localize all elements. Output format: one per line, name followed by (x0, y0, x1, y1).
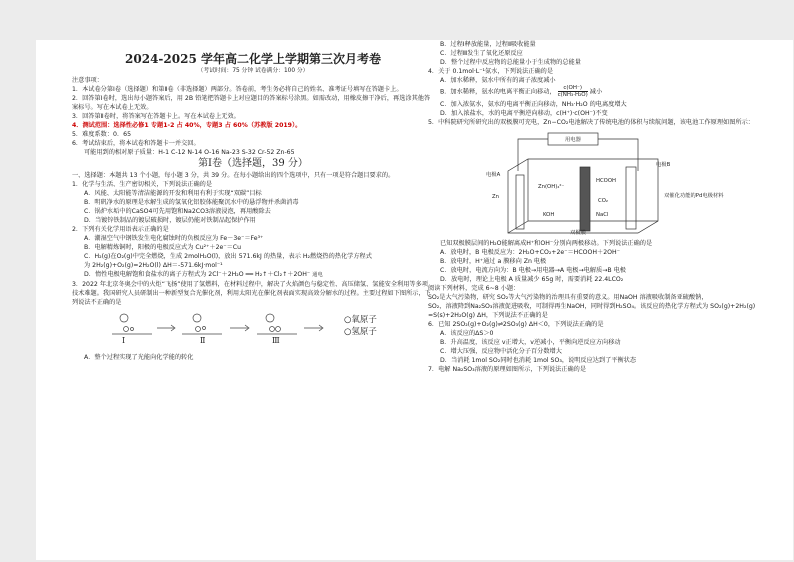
question-1-option-d: D．当镀锌铁制品的镀层破损时，镀层仍能对铁制品起保护作用 (84, 217, 256, 224)
question-5-stem: 5．中科院研究所研究出的双极膜可充电，Zn−CO₂电池解决了传统电池的体积与续航问题，该电池工作原理如图所示： (428, 118, 754, 126)
question-5-option-b: B．放电时，H⁺通过 a 膜移向 Zn 电极 (440, 257, 547, 265)
exam-subtitle: （考试时间：75 分钟 试卷满分：100 分） (197, 68, 309, 74)
zn-co2-cell-diagram (488, 131, 688, 237)
sun-icon-2 (193, 314, 201, 322)
water-splitting-figure (112, 310, 432, 350)
section-intro: 一、选择题：本题共 13 个小题，每小题 3 分，共 39 分。在每小题给出的四个选项中，只有一项是符合题目要求的。 (72, 172, 395, 179)
question-1-option-a: A．风能、太阳能等清洁能源的开发和利用有利于实现“双碳”目标 (84, 190, 262, 197)
hcooh-label: HCOOH (596, 177, 617, 184)
step-label-3: Ⅲ (272, 336, 280, 345)
step-label-2: Ⅱ (200, 336, 206, 345)
question-4-option-b-pre: B．加水稀释，氨水的电离平衡正向移动， (440, 88, 556, 96)
question-3-option-a: A．整个过程实现了光能向化学能的转化 (84, 354, 194, 361)
question-3-option-d: D．整个过程中反应物的总能量小于生成物的总能量 (440, 59, 581, 66)
atomic-mass-line: 可能用到的相对原子质量：H-1 C-12 N-14 O-16 Na-23 S-32 Cr-52 Zn-65 (84, 149, 295, 156)
question-2-option-d-text: D．惰性电极电解饱和食盐水的离子方程式为 2Cl⁻＋2H₂O ══ H₂↑＋Cl₂↑＋2OH⁻ (84, 271, 311, 278)
zincate-label: Zn(OH)₄²⁻ (538, 183, 565, 190)
question-2-option-c-equation: 为 2H₂(g)+O₂(g)=2H₂O(l) ΔH＝-571.6kJ·mol⁻¹ (84, 262, 223, 269)
note-1: 1．本试卷分第Ⅰ卷（选择题）和第Ⅱ卷（非选择题）两部分。答卷前，考生务必将自己的姓名、准考证号填写在答题卡上。 (72, 86, 403, 93)
electrode-b-label: 电极B (656, 161, 671, 168)
question-3-option-c: C．过程Ⅲ发生了氧化还原反应 (440, 50, 523, 57)
co2-label: CO₂ (598, 197, 608, 204)
pd-electrode (626, 167, 636, 229)
question-4-option-a: A．加水稀释，氨水中所有的离子浓度减小 (440, 77, 556, 84)
question-2-option-a: A．潮湿空气中钢铁发生电化腐蚀时的负极反应为 Fe－3e⁻＝Fe³⁺ (84, 235, 264, 242)
question-1-option-c: C．锅炉水垢中的CaSO4可先用饱和Na2CO3溶液浸泡，再用酸除去 (84, 208, 271, 215)
fraction-denominator: c(NH₃·H₂O) (557, 92, 588, 98)
legend-hydrogen: ○氢原子 (344, 327, 377, 337)
question-5-option-a: A．放电时，B 电极反应为：2H₂O+CO₂+2e⁻＝HCOOH＋2OH⁻ (440, 248, 620, 256)
atom-legend (344, 314, 377, 338)
note-2: 2．回答第Ⅰ卷时，选出每小题答案后，用 2B 铅笔把答题卡上对应题目的答案标号涂黑。如需改动，用橡皮擦干净后，再选涂其他答案标号。写在本试卷上无效。 (72, 95, 431, 111)
question-4-option-b-post: 减小 (589, 88, 603, 96)
step-label-1: Ⅰ (122, 336, 126, 345)
membrane-label: 双极膜 (570, 229, 586, 236)
note-6: 6．考试结束后，将本试卷和答题卡一并交回。 (72, 140, 200, 147)
battery-figure (486, 131, 724, 237)
electrode-a-label: 电极A (486, 171, 501, 178)
question-1-stem: 1．化学与生活、生产密切相关，下列说法正确的是 (72, 181, 213, 188)
question-4-option-b (428, 85, 788, 100)
question-6-option-b: B．升高温度，该反应 v正增大，v逆减小，平衡向逆反应方向移动 (440, 338, 621, 346)
device-label: 用电器 (565, 136, 581, 143)
question-6-option-c: C．增大压强，反应物中活化分子百分数增大 (440, 347, 562, 355)
question-2-option-d (72, 270, 434, 280)
reading-text-2: SO₂，溶液降到Na₂SO₃溶液促进吸收，可制得再生NaOH，同时得到H₂SO₄。该反应的热化学方程式为 SO₂(g)+2H₂(g) (428, 302, 756, 310)
note-5: 5．难度系数：0．65 (72, 131, 132, 138)
question-5-description: 已知双极膜层间的H₂O能解离成H⁺和OH⁻分别向两极移动。下列说法正确的是 (440, 239, 653, 247)
nacl-label: NaCl (596, 211, 609, 218)
question-6-stem: 6．已知 2SO₂(g)+O₂(g)⇌2SO₃(g) ΔH＜0，下列说法正确的是 (428, 320, 604, 328)
question-1-option-b: B．明矾净水的原理是水解生成的氢氧化铝胶体能聚沉水中的悬浮物并杀菌消毒 (84, 199, 299, 206)
question-4-stem: 4．关于 0.1mol·L⁻¹氨水，下列说法正确的是 (428, 68, 554, 75)
question-7-stem: 7．电解 Na₂SO₃溶液的原理如图所示，下列说法正确的是 (428, 365, 587, 373)
fraction-numerator: c(OH⁻) (558, 85, 588, 92)
reading-text-1: SO₂是大气污染物，研究 SO₂等大气污染物的治理具有重要的意义。用NaOH 溶液吸收制备亚硫酸钠， (428, 293, 708, 301)
section-title: 第Ⅰ卷（选择题，39 分） (198, 158, 308, 169)
left-column (72, 52, 434, 362)
zn-label: Zn (492, 193, 499, 200)
sun-icon (120, 314, 128, 322)
legend-oxygen: ○氧原子 (344, 315, 377, 325)
page-title: 2024-2025 学年高二化学上学期第三次月考卷 (125, 52, 381, 66)
bipolar-membrane (580, 167, 590, 231)
koh-label: KOH (543, 211, 555, 218)
note-3: 3．回答第Ⅱ卷时，将答案写在答题卡上。写在本试卷上无效。 (72, 113, 240, 120)
question-3-stem: 3．2022 年北京冬奥会中的火炬“飞扬”使用了氢燃料，在材料过程中，解决了火焰颜色与稳定性、高压储氢、氢能安全利用等多项技术难题。我国研究人员研制出一种新型复合光催化剂，利用太阳光在催化剂表面实现高效分解水的过程。主要过程如下图所示，下列说法不正确的是 (72, 281, 431, 306)
question-6-option-a: A．该反应的ΔS＞0 (440, 329, 494, 337)
question-5-option-d: D．放电时，理论上电极 A 质量减少 65g 时，需要消耗 22.4LCO₂ (440, 275, 624, 283)
right-column (428, 40, 788, 374)
notes-heading: 注意事项： (72, 77, 103, 84)
sun-icon-3 (266, 314, 274, 322)
exam-page (36, 40, 793, 560)
photocatalysis-diagram (112, 310, 342, 346)
reading-text-3: =S(s)+2H₂O(g) ΔH，下列说法不正确的是 (428, 311, 548, 319)
question-6-option-d: D．当消耗 1mol SO₂同时也消耗 1mol SO₃，说明反应达到了平衡状态 (440, 356, 637, 364)
question-2-stem: 2．下列有关化学用语表示正确的是 (72, 226, 169, 233)
question-3-option-b: B．过程Ⅰ释放能量，过程Ⅱ吸收能量 (440, 41, 536, 48)
zn-electrode (516, 175, 524, 229)
electrolysis-condition: 通电 (312, 272, 323, 278)
question-4-option-d: D．加入浓盐水，水的电离平衡逆向移动，c(H⁺)·c(OH⁻)不变 (440, 109, 608, 117)
reading-intro: 阅读下列材料，完成 6~8 小题： (428, 284, 520, 292)
question-2-option-c: C．H₂(g)在O₂(g)中完全燃烧，生成 2molH₂O(l)，放出 571.6kJ 的热量，表示 H₂燃烧热的热化学方程式 (84, 253, 372, 260)
catalyst-label: 双催化功能的Pd电极材料 (664, 192, 724, 199)
question-5-option-c: C．放电时，电流方向为：B 电极→用电器→A 电极→电解质→B 电极 (440, 266, 626, 274)
ratio-fraction (558, 85, 588, 98)
note-4-scope: 4．测试范围：选择性必修1 专题1-2 占 40%，专题3 占 60%（苏教版 2019）。 (72, 122, 302, 129)
question-4-option-c: C．加入浓氨水，氨水的电离平衡正向移动，NH₃·H₂O 的电离度增大 (440, 100, 627, 108)
question-2-option-b: B．电解精炼铜时，阳极的电极反应式为 Cu²⁺＋2e⁻＝Cu (84, 244, 242, 251)
